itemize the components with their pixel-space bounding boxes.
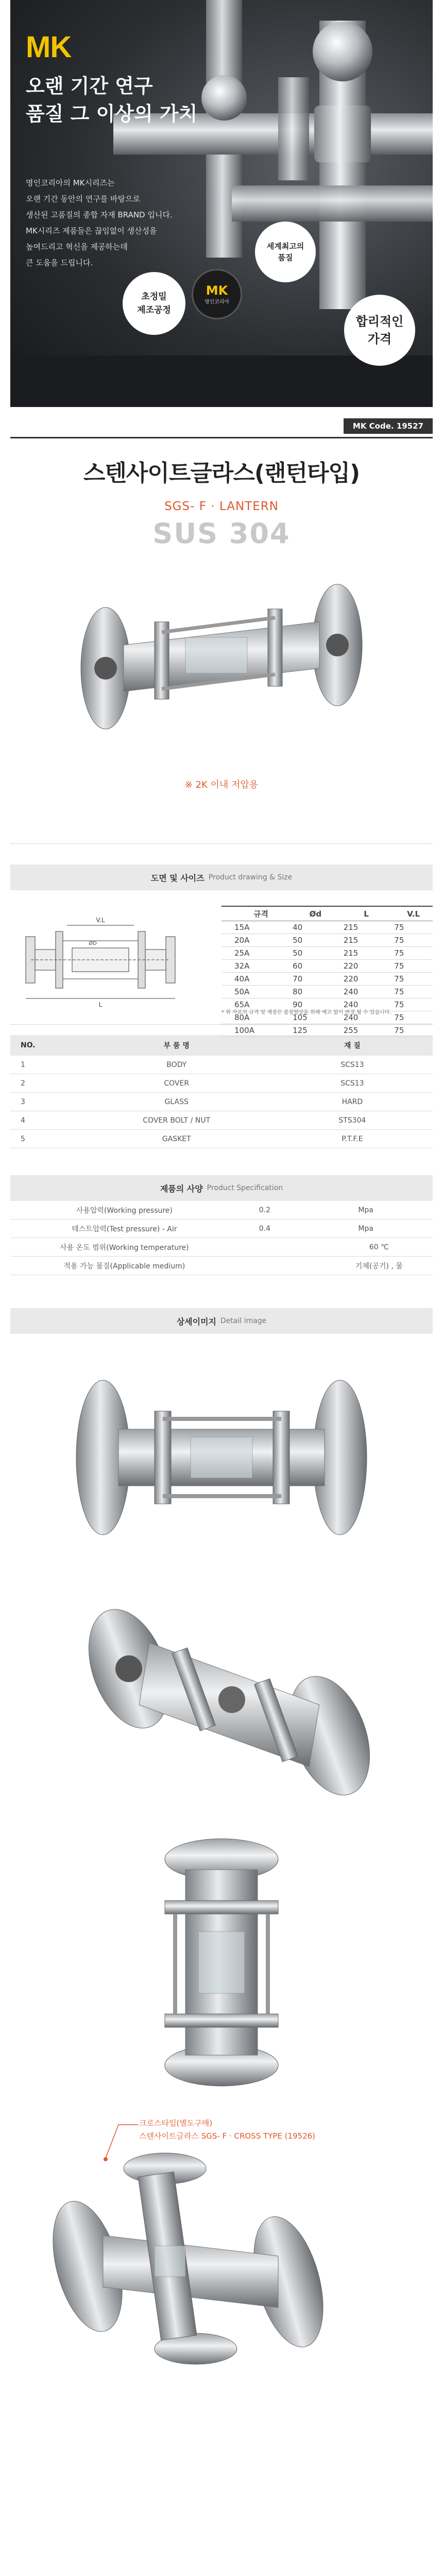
quality-badge: 세계최고의 품질 <box>255 222 316 282</box>
size-row: 100A 125 255 75 <box>222 1024 433 1037</box>
detail-image-angled <box>0 1571 443 1823</box>
vl-label: V.L <box>96 917 105 924</box>
parts-row: 1 BODY SCS13 <box>10 1056 433 1074</box>
size-table-body <box>222 921 433 1037</box>
process-badge: 초정밀 제조공정 <box>123 272 185 335</box>
size-table-note: * 위 자료의 규격 및 재질은 품질향상을 위해 예고 없이 변경 될 수 있습니다. <box>222 1010 391 1015</box>
size-row: 65A 90 240 75 <box>222 998 433 1011</box>
parts-table: NO. 부 품 명 재 질 1 BODY SCS13 2 COVER SCS13 3 GLASS HARD 4 COVER BOLT / NUT STS304 5 GASKET P.T.F.E <box>10 1035 433 1148</box>
product-image <box>0 560 443 766</box>
size-row: 80A 105 240 75 <box>222 1011 433 1024</box>
detail-image-vertical <box>0 1823 443 2102</box>
spec-row: 사용 온도 범위(Working temperature) 60 ℃ <box>10 1238 433 1257</box>
spec-table <box>10 1201 433 1275</box>
technical-drawing <box>15 911 185 1009</box>
price-badge: 합리적인 가격 <box>344 295 415 366</box>
size-row: 50A 80 240 75 <box>222 986 433 998</box>
hero-description: 명인코리아의 MK시리즈는 오랜 기간 동안의 연구를 바탕으로 생산된 고품질의 종합 자재 BRAND 입니다. MK시리즈 제품들은 끊임없이 생산성을 높여드리고 혁신을 제공하는데 큰 도움을 드립니다. <box>26 178 173 267</box>
parts-table-body <box>10 1056 433 1148</box>
product-code: MK Code. 19527 <box>344 418 433 434</box>
cross-type-image <box>0 2102 443 2400</box>
l-label: L <box>98 1001 103 1008</box>
low-pressure-note: ※ 2K 이내 저압용 <box>184 779 259 790</box>
parts-row: 3 GLASS HARD <box>10 1093 433 1111</box>
brand-logo: MK <box>26 30 72 64</box>
parts-row: 4 COVER BOLT / NUT STS304 <box>10 1111 433 1130</box>
cross-type-section <box>0 2102 443 2400</box>
detail-image-side <box>0 1334 443 1571</box>
parts-row: 5 GASKET P.T.F.E <box>10 1130 433 1148</box>
drawing-size-area <box>10 890 433 1035</box>
product-subtitle: SGS- F · LANTERN <box>164 500 279 513</box>
od-label: ØD <box>89 941 97 946</box>
drawing-section-header: 도면 및 사이즈 Product drawing & Size <box>10 865 433 890</box>
spec-row: 적용 가능 물질(Applicable medium) 기체(공기) , 물 <box>10 1257 433 1275</box>
parts-row: 2 COVER SCS13 <box>10 1074 433 1093</box>
product-code-bar <box>0 418 443 439</box>
spec-row: 테스트압력(Test pressure) - Air 0.4 Mpa <box>10 1219 433 1238</box>
size-row: 32A 60 220 75 <box>222 960 433 973</box>
spec-section-header: 제품의 사양 Product Specification <box>10 1175 433 1201</box>
product-material: SUS 304 <box>152 517 291 550</box>
spec-row: 사용압력(Working pressure) 0.2 Mpa <box>10 1201 433 1219</box>
detail-section-header: 상세이미지 Detail image <box>10 1308 433 1334</box>
size-row: 40A 70 220 75 <box>222 973 433 986</box>
cross-type-callout: 크로스타입(별도구매) 스텐사이트글라스 SGS- F · CROSS TYPE (19526) <box>139 2119 316 2141</box>
size-row: 15A 40 215 75 <box>222 921 433 934</box>
hero-headline: 오랜 기간 연구 품질 그 이상의 가치 <box>26 75 198 125</box>
mk-brand-badge: MK 명인코리아 <box>192 269 242 319</box>
size-row: 20A 50 215 75 <box>222 934 433 947</box>
size-row: 25A 50 215 75 <box>222 947 433 960</box>
size-table: 규격 Ød L V.L 15A 40 215 75 20A 50 215 75 25A 50 215 75 32A 60 220 75 40A 70 220 75 50A 80 240 75 65A 90 240 75 80A 105 240 75 100A 125 255 75 <box>222 906 433 1037</box>
hero-banner <box>10 0 433 407</box>
spec-table-body <box>10 1201 433 1275</box>
product-title: 스텐사이트글라스(랜턴타입) <box>83 460 360 486</box>
